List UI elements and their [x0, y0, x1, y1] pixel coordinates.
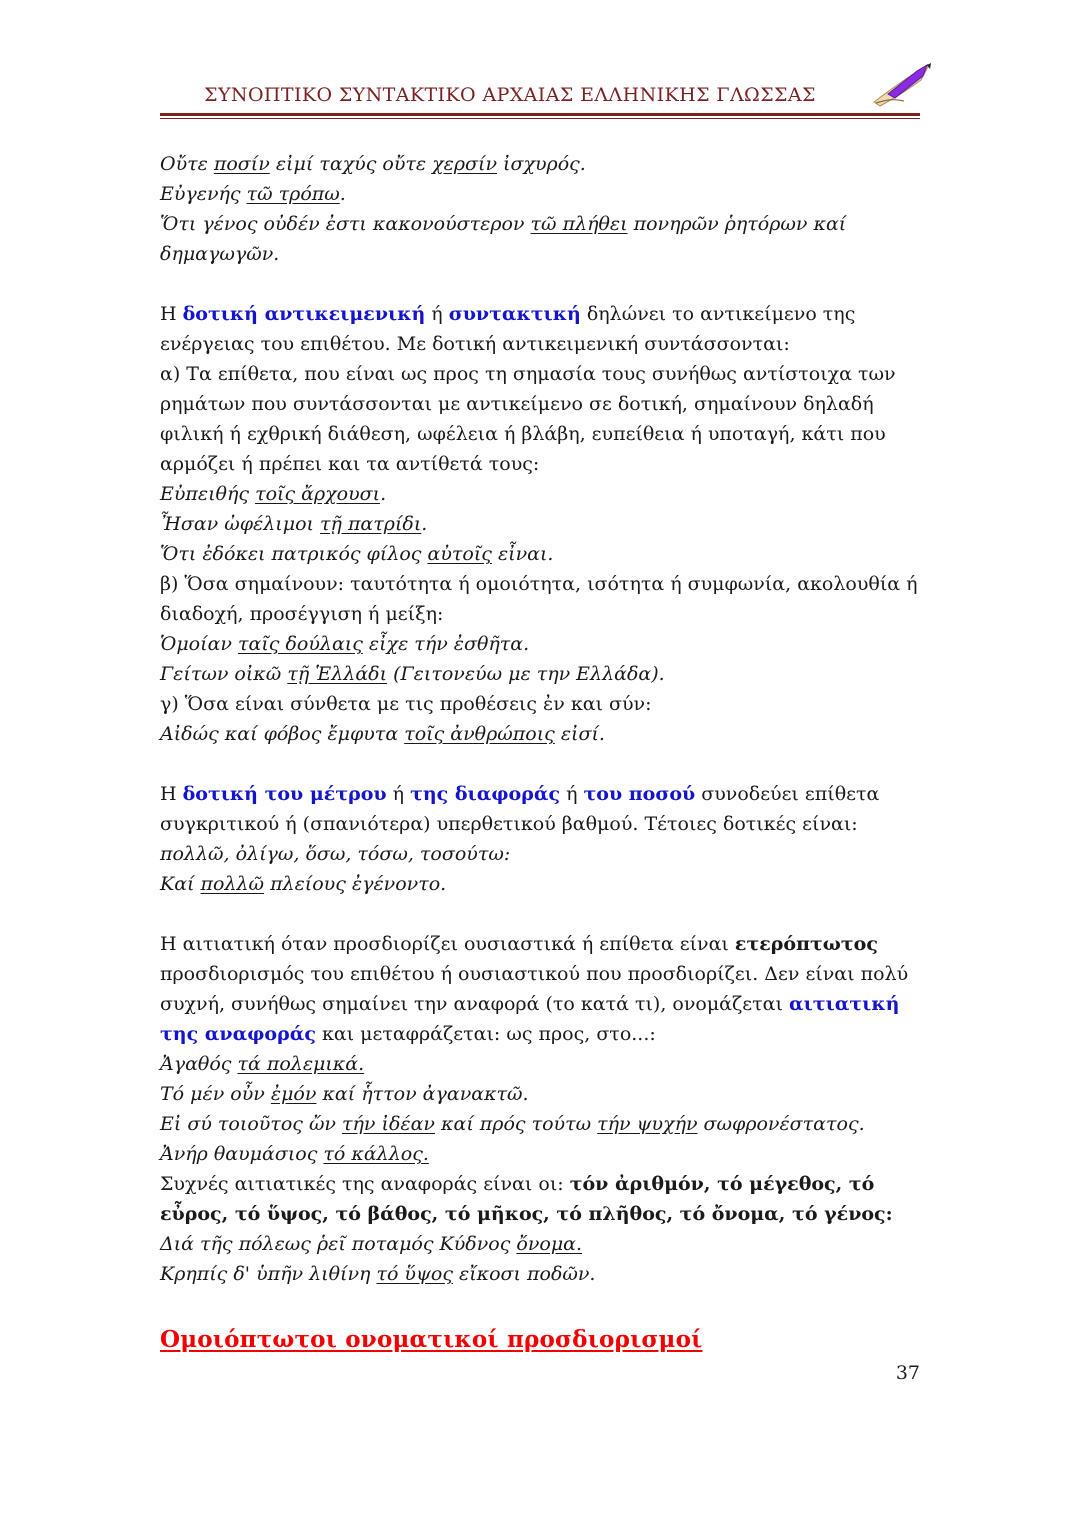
text-run: Συχνές αιτιατικές της αναφοράς είναι οι: [160, 1173, 570, 1195]
example-line [160, 149, 920, 179]
text-run: Γείτων οἰκῶ [160, 663, 288, 685]
text-run: πολλῶ [200, 873, 265, 895]
text-run: τοῖς ἀνθρώποις [404, 723, 555, 745]
text-run: . [339, 183, 346, 205]
text-run: προσδιορισμός του επιθέτου ή ουσιαστικού που προσδιορίζει. Δεν είναι πολύ συχνή, συνήθως σημαίνει την αναφορά (το κατά τι), ονομάζεται [160, 963, 909, 1015]
example-line [160, 209, 920, 269]
example-line [160, 869, 920, 899]
example-line [160, 479, 920, 509]
text-run: χερσίν [432, 153, 497, 175]
example-line [160, 629, 920, 659]
text-run: συντακτική [448, 303, 581, 325]
text-run: εἴκοσι ποδῶν. [452, 1263, 596, 1285]
text-run: Ἀνήρ θαυμάσιος [160, 1143, 324, 1165]
spacer [160, 899, 920, 929]
text-run: τῶ τρόπω [246, 183, 340, 205]
text-run: . [380, 483, 387, 505]
text-run: Καί [160, 873, 201, 895]
text-run: δηλώνει το αντικείμενο της ενέργειας του επιθέτου. Με δοτική αντικειμενική συντάσσονται: [160, 303, 856, 355]
text-run: ἰσχυρός. [497, 153, 586, 175]
text-run: Η [160, 783, 183, 805]
text-run: τήν ψυχήν [597, 1113, 698, 1135]
page-number: 37 [895, 1362, 920, 1384]
text-run: Εὐπειθής [160, 483, 256, 505]
writing-hand-icon [870, 62, 934, 108]
page-header [160, 84, 920, 119]
text-run: και μεταφράζεται: ως προς, στο...: [315, 1023, 656, 1045]
example-line [160, 539, 920, 569]
example-line [160, 1259, 920, 1289]
text-run: σωφρονέστατος. [697, 1113, 865, 1135]
text-run: τῶ πλήθει [530, 213, 628, 235]
text-run: Εὐγενής [160, 183, 247, 205]
paragraph [160, 569, 920, 629]
text-run: Ὅτι γένος οὐδέν ἐστι κακονούστερον [160, 213, 531, 235]
text-run: Διά τῆς πόλεως ῥεῖ ποταμός Κύδνος [160, 1233, 517, 1255]
text-run: εἶναι. [491, 543, 554, 565]
text-run: ή [560, 783, 584, 805]
example-line [160, 719, 920, 749]
text-run: τοῖς ἄρχουσι [255, 483, 381, 505]
text-run: τήν ἰδέαν [342, 1113, 435, 1135]
text-run: δοτική αντικειμενική [182, 303, 426, 325]
text-run: Ἦσαν ὠφέλιμοι [160, 513, 321, 535]
text-run: της διαφοράς [410, 783, 561, 805]
text-run: Κρηπίς δ' ὑπῆν λιθίνη [160, 1263, 377, 1285]
text-run: . [421, 513, 428, 535]
text-run: τά πολεμικά. [237, 1053, 365, 1075]
paragraph [160, 689, 920, 719]
text-run: συνοδεύει επίθετα συγκριτικού ή (σπανιότερα) υπερθετικού βαθμού. Τέτοιες δοτικές είναι: [160, 783, 880, 835]
text-run: Ἀγαθός [160, 1053, 238, 1075]
text-run: Αἰδώς καί φόβος ἔμφυτα [160, 723, 405, 745]
text-run: τῇ πατρίδι [320, 513, 422, 535]
text-run: Οὔτε [160, 153, 214, 175]
text-run: Ομοιόπτωτοι ονοματικοί προσδιορισμοί [160, 1326, 703, 1353]
text-run: α) Τα επίθετα, που είναι ως προς τη σημασία τους συνήθως αντίστοιχα των ρημάτων που συντάσσονται με αντικείμενο σε δοτική, σημαίνουν δηλαδή φιλική ή εχθρική διάθεση, ωφέλεια ή βλάβη, ευπείθεια ή υποταγή, κάτι που αρμόζει ή πρέπει και τα αντίθετά τους: [160, 363, 896, 475]
example-line [160, 179, 920, 209]
text-run: Ὅτι ἐδόκει πατρικός φίλος [160, 543, 428, 565]
text-run: ποσίν [213, 153, 270, 175]
example-line [160, 1079, 920, 1109]
header-title: ΣΥΝΟΠΤΙΚΟ ΣΥΝΤΑΚΤΙΚΟ ΑΡΧΑΙΑΣ ΕΛΛΗΝΙΚΗΣ ΓΛΩΣΣΑΣ [204, 84, 816, 106]
text-run: Εἰ σύ τοιοῦτος ὤν [160, 1113, 343, 1135]
text-run: καί πρός τούτω [434, 1113, 598, 1135]
text-run: εἰσί. [554, 723, 605, 745]
document-body [160, 149, 920, 1356]
text-run: ἐμόν [270, 1083, 317, 1105]
example-line [160, 1229, 920, 1259]
text-run: καί ἧττον ἀγανακτῶ. [316, 1083, 529, 1105]
text-run: πλείους ἐγένοντο. [264, 873, 447, 895]
spacer [160, 269, 920, 299]
text-run: (Γειτονεύω με την Ελλάδα). [387, 663, 665, 685]
text-run: του ποσού [583, 783, 696, 805]
text-run: ετερόπτωτος [734, 933, 878, 955]
text-run: ή [386, 783, 411, 805]
section-heading [160, 1325, 920, 1356]
text-run: Ὁμοίαν [160, 633, 238, 655]
text-run: Η [160, 303, 183, 325]
text-run: αιτιατική της αναφοράς [160, 993, 900, 1045]
paragraph [160, 359, 920, 479]
text-run: εἰμί ταχύς οὔτε [269, 153, 433, 175]
spacer [160, 1289, 920, 1319]
paragraph [160, 1169, 920, 1229]
text-run: ή [425, 303, 449, 325]
text-run: τό ὕψος [376, 1263, 453, 1285]
paragraph [160, 929, 920, 1049]
text-run: τόν ἀριθμόν, τό μέγεθος, τό εὖρος, τό ὕψος, τό βάθος, τό μῆκος, τό πλῆθος, τό ὄνομα, τό γένος [160, 1173, 886, 1225]
text-run: : [885, 1203, 893, 1225]
header-rule [160, 113, 920, 119]
text-run: ὄνομα. [516, 1233, 583, 1255]
text-run: Τό μέν οὖν [160, 1083, 271, 1105]
text-run: ταῖς δούλαις [238, 633, 363, 655]
text-run: εἶχε τήν ἐσθῆτα. [362, 633, 530, 655]
example-line [160, 659, 920, 689]
text-run: τό κάλλος. [323, 1143, 429, 1165]
example-line [160, 1109, 920, 1139]
text-run: αὐτοῖς [427, 543, 492, 565]
paragraph [160, 299, 920, 359]
text-run: δοτική του μέτρου [182, 783, 387, 805]
text-run: τῇ Ἑλλάδι [287, 663, 388, 685]
text-run: πονηρῶν ῥητόρων καί δημαγωγῶν. [160, 213, 847, 265]
example-line [160, 509, 920, 539]
text-run: Η αιτιατική όταν προσδιορίζει ουσιαστικά ή επίθετα είναι [160, 933, 735, 955]
text-run: πολλῶ, ὀλίγω, ὅσω, τόσω, τοσούτω: [160, 843, 511, 865]
example-line [160, 1049, 920, 1079]
text-run: β) Ὅσα σημαίνουν: ταυτότητα ή ομοιότητα, ισότητα ή συμφωνία, ακολουθία ή διαδοχή, προσέγγιση ή μείξη: [160, 573, 918, 625]
example-line [160, 1139, 920, 1169]
spacer [160, 749, 920, 779]
paragraph [160, 779, 920, 869]
text-run: γ) Ὅσα είναι σύνθετα με τις προθέσεις ἐν και σύν: [160, 693, 652, 715]
